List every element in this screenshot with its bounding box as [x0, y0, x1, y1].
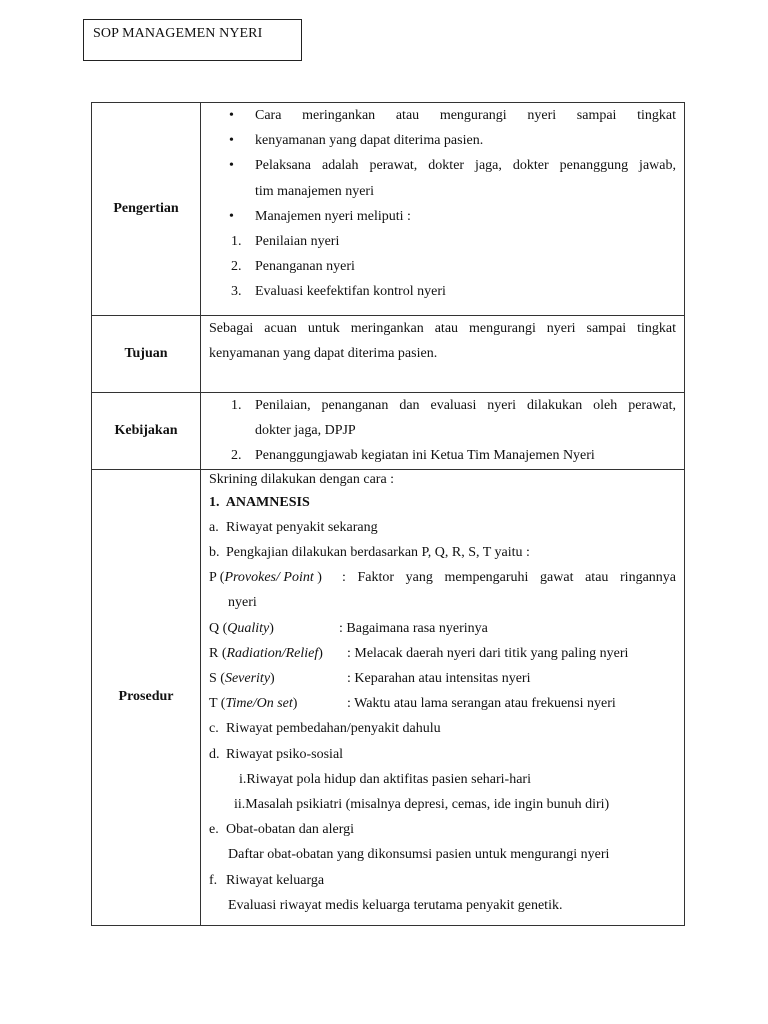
t-key: Time/On set — [225, 696, 293, 712]
r-key: Radiation/Relief — [226, 645, 319, 661]
pengertian-item-3: 3. Evaluasi keefektifan kontrol nyeri — [231, 284, 446, 300]
prosedur-item-f: f. Riwayat keluarga — [209, 872, 325, 888]
pengertian-bullet-3: • Manajemen nyeri meliputi : — [209, 204, 676, 229]
prosedur-item-b: b. Pengkajian dilakukan berdasarkan P, Q, R, S, T yaitu : — [209, 545, 530, 561]
prosedur-intro: Skrining dilakukan dengan cara : — [209, 471, 395, 487]
prosedur-t-line: T (Time/On set) : Waktu atau lama serangan atau frekuensi nyeri — [209, 691, 676, 716]
sop-table — [91, 102, 685, 926]
content-kebijakan — [201, 393, 685, 470]
p-key: Provokes/ Point — [224, 570, 314, 586]
prosedur-item-e-desc: Daftar obat-obatan yang dikonsumsi pasien untuk mengurangi nyeri — [228, 847, 610, 863]
s-key: Severity — [224, 671, 271, 687]
prosedur-item-e: e. Obat-obatan dan alergi — [209, 822, 355, 838]
prosedur-item-d-i: i.Riwayat pola hidup dan aktifitas pasien sehari-hari — [239, 771, 531, 787]
q-key: Quality — [227, 620, 270, 636]
tujuan-line-2: kenyamanan yang dapat diterima pasien. — [209, 346, 438, 362]
label-tujuan: Tujuan — [92, 316, 201, 393]
tujuan-line-1: Sebagai acuan untuk meringankan atau mengurangi nyeri sampai tingkat — [209, 321, 676, 336]
s-def: : Keparahan atau intensitas nyeri — [347, 671, 531, 687]
r-def: : Melacak daerah nyeri dari titik yang paling nyeri — [347, 645, 629, 661]
prosedur-item-a: a. Riwayat penyakit sekarang — [209, 519, 378, 535]
label-prosedur: Prosedur — [92, 469, 201, 925]
p-def: : Faktor yang mempengaruhi gawat atau ringannya — [342, 570, 676, 586]
prosedur-r-line: R (Radiation/Relief) : Melacak daerah nyeri dari titik yang paling nyeri — [209, 641, 676, 666]
pengertian-bullet-1a: • Cara meringankan atau mengurangi nyeri sampai tingkat — [209, 103, 676, 128]
q-def: : Bagaimana rasa nyerinya — [339, 620, 488, 636]
label-kebijakan: Kebijakan — [92, 393, 201, 470]
pengertian-item-1: 1. Penilaian nyeri — [231, 234, 340, 250]
prosedur-q-line: Q (Quality) : Bagaimana rasa nyerinya — [209, 616, 676, 641]
row-kebijakan — [92, 393, 685, 470]
pengertian-item-2: 2. Penanganan nyeri — [231, 259, 355, 275]
row-prosedur — [92, 469, 685, 925]
prosedur-p-line: P (Provokes/ Point ) : Faktor yang mempengaruhi gawat atau ringannya — [209, 565, 676, 590]
pengertian-bullet-2a: • Pelaksana adalah perawat, dokter jaga, dokter penanggung jawab, — [209, 153, 676, 178]
prosedur-p-cont: nyeri — [228, 595, 257, 611]
prosedur-s-line: S (Severity) : Keparahan atau intensitas nyeri — [209, 666, 676, 691]
prosedur-item-d: d. Riwayat psiko-sosial — [209, 746, 344, 762]
kebijakan-item-1b: dokter jaga, DPJP — [255, 423, 356, 439]
prosedur-item-f-desc: Evaluasi riwayat medis keluarga terutama penyakit genetik. — [228, 897, 563, 913]
prosedur-item-d-ii: ii.Masalah psikiatri (misalnya depresi, cemas, ide ingin bunuh diri) — [234, 797, 610, 813]
content-prosedur — [201, 469, 685, 925]
content-tujuan — [201, 316, 685, 393]
prosedur-heading: 1. ANAMNESIS — [209, 494, 310, 510]
document-title-box — [83, 19, 302, 61]
label-pengertian: Pengertian — [92, 103, 201, 316]
row-tujuan — [92, 316, 685, 393]
document-title: SOP MANAGEMEN NYERI — [93, 26, 263, 41]
content-pengertian — [201, 103, 685, 316]
row-pengertian — [92, 103, 685, 316]
pengertian-bullet-1b: • kenyamanan yang dapat diterima pasien. — [209, 128, 676, 153]
t-def: : Waktu atau lama serangan atau frekuensi nyeri — [347, 696, 616, 712]
kebijakan-item-1a: 1. Penilaian, penanganan dan evaluasi nyeri dilakukan oleh perawat, — [231, 398, 676, 413]
kebijakan-item-2: 2. Penanggungjawab kegiatan ini Ketua Tim Manajemen Nyeri — [231, 448, 595, 464]
pengertian-bullet-2b: tim manajemen nyeri — [255, 183, 374, 199]
prosedur-item-c: c. Riwayat pembedahan/penyakit dahulu — [209, 721, 441, 737]
